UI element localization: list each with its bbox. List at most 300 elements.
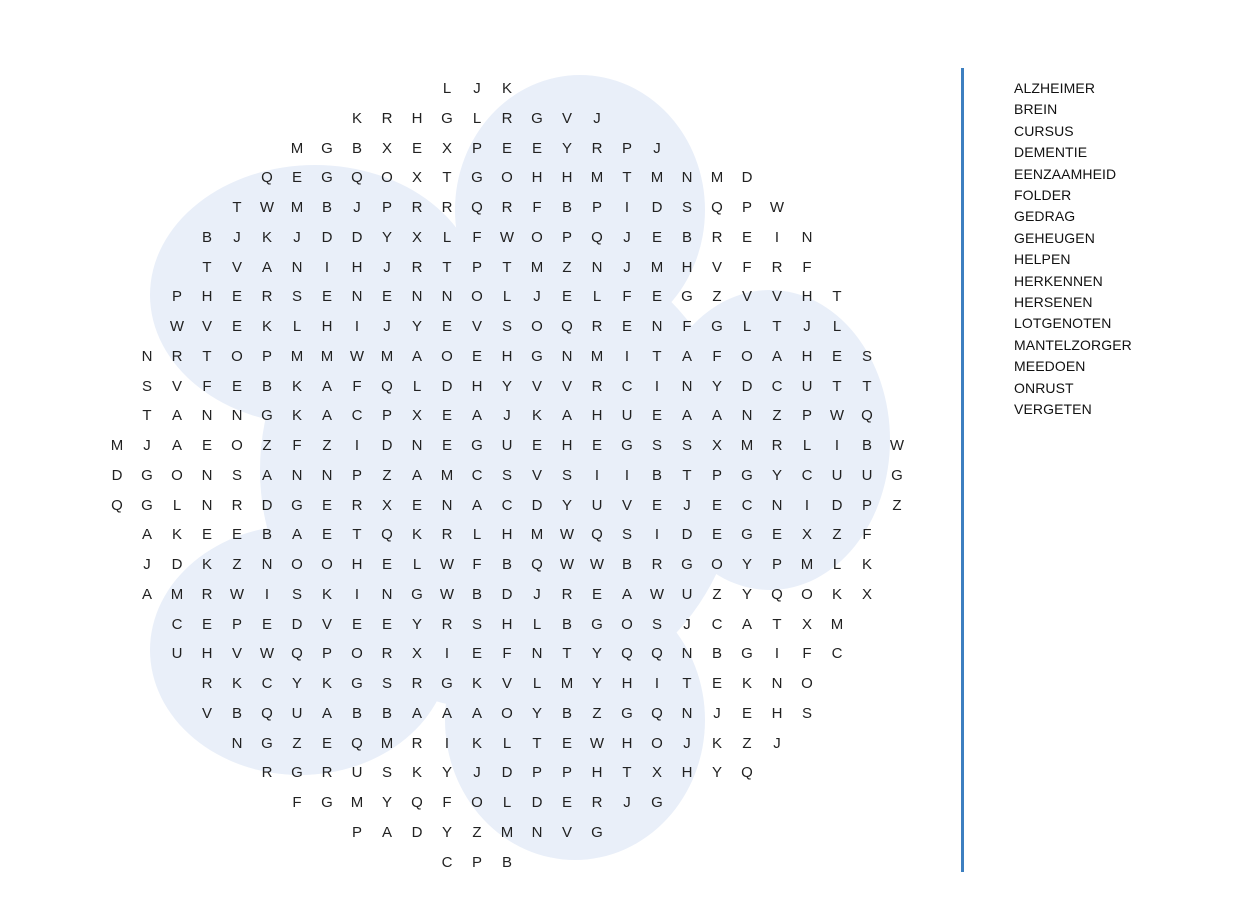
grid-letter: F [202,377,212,395]
grid-letter: I [444,645,450,663]
grid-letter: R [351,496,363,514]
grid-letter: Y [711,764,722,782]
grid-letter: S [291,585,302,603]
word-item: ONRUST [1014,379,1074,396]
grid-letter: V [531,377,542,395]
grid-letter: A [321,407,332,425]
grid-letter: P [531,764,542,782]
grid-letter: N [681,645,693,663]
grid-letter: J [683,496,691,514]
grid-letter: K [291,407,302,425]
grid-letter: V [741,288,752,306]
grid-letter: E [441,407,452,425]
grid-letter: S [501,318,512,335]
grid-letter: E [591,437,602,454]
grid-letter: E [561,794,572,811]
grid-letter: F [292,437,302,454]
word-item: DEMENTIE [1014,144,1088,161]
grid-letter: L [172,496,182,514]
grid-letter: J [713,704,721,722]
grid-letter: O [621,615,633,633]
grid-letter: X [381,139,392,157]
grid-letter: E [741,228,752,246]
word-item: GEHEUGEN [1014,229,1095,246]
grid-letter: O [171,466,183,484]
grid-letter: G [441,675,453,692]
grid-letter: E [471,645,482,663]
grid-letter: P [591,199,602,216]
grid-letter: G [891,466,903,484]
grid-letter: R [591,139,603,157]
grid-letter: Q [771,585,783,603]
grid-letter: R [411,258,423,276]
grid-letter: J [503,407,511,425]
grid-letter: Z [232,556,242,573]
grid-letter: R [441,615,453,633]
grid-letter: H [351,258,363,276]
grid-letter: P [381,407,392,425]
grid-letter: I [624,199,630,216]
grid-letter: N [321,466,333,484]
grid-letter: N [381,585,393,603]
grid-letter: V [711,258,722,276]
grid-letter: P [471,139,482,157]
grid-letter: E [351,615,362,633]
grid-letter: O [711,556,723,573]
grid-letter: E [321,734,332,752]
grid-letter: B [351,704,362,722]
grid-letter: R [381,645,393,663]
grid-letter: M [290,347,304,365]
grid-letter: H [501,347,513,365]
grid-letter: Z [292,734,302,752]
grid-letter: J [653,139,661,157]
grid-letter: R [771,437,783,454]
grid-letter: Q [381,526,393,544]
grid-letter: H [531,169,543,187]
grid-letter: C [771,377,783,395]
grid-letter: E [201,615,212,633]
grid-letter: N [681,169,693,187]
grid-letter: J [623,794,631,811]
grid-letter: J [293,228,301,246]
grid-letter: V [231,645,242,663]
grid-letter: N [141,347,153,365]
grid-letter: F [622,288,632,306]
grid-letter: A [411,466,422,484]
grid-letter: C [711,615,723,633]
grid-letter: W [559,556,575,573]
grid-letter: B [681,228,692,246]
grid-letter: E [531,437,542,454]
grid-letter: T [532,734,542,752]
grid-letter: B [231,704,242,722]
grid-letter: S [651,615,662,633]
grid-letter: B [561,704,572,722]
grid-letter: L [292,318,302,335]
grid-letter: Q [561,318,573,335]
grid-letter: T [772,318,782,335]
grid-letter: O [531,318,543,335]
grid-letter: W [889,437,905,454]
grid-letter: F [352,377,362,395]
grid-letter: B [261,377,272,395]
grid-letter: L [442,80,452,97]
grid-letter: D [261,496,273,514]
grid-letter: B [501,853,512,871]
grid-letter: P [711,466,722,484]
grid-letter: D [741,169,753,187]
grid-letter: V [561,823,572,841]
grid-letter: E [711,675,722,692]
grid-letter: V [201,318,212,335]
grid-letter: I [354,437,360,454]
grid-letter: H [621,675,633,692]
grid-letter: N [201,407,213,425]
grid-letter: N [771,675,783,692]
grid-letter: L [502,734,512,752]
grid-letter: K [471,734,482,752]
grid-letter: B [261,526,272,544]
grid-letter: G [621,704,633,722]
grid-letter: V [201,704,212,722]
grid-letter: B [621,556,632,573]
grid-letter: E [471,347,482,365]
grid-letter: L [592,288,602,306]
grid-letter: I [654,675,660,692]
grid-letter: X [411,169,422,187]
grid-letter: G [531,347,543,365]
grid-letter: L [472,109,482,127]
grid-letter: R [441,526,453,544]
grid-letter: Q [411,794,423,811]
grid-letter: X [381,496,392,514]
grid-letter: D [501,585,513,603]
grid-letter: H [501,526,513,544]
grid-letter: N [441,496,453,514]
grid-letter: G [141,496,153,514]
grid-letter: A [471,496,482,514]
grid-letter: H [351,556,363,573]
grid-letter: K [201,556,212,573]
grid-letter: C [741,496,753,514]
grid-letter: G [441,109,453,127]
grid-letter: T [202,347,212,365]
grid-letter: G [291,496,303,514]
grid-letter: A [171,407,182,425]
grid-letter: B [861,437,872,454]
grid-letter: P [621,139,632,157]
grid-letter: S [681,199,692,216]
grid-letter: E [231,318,242,335]
grid-letter: L [502,794,512,811]
grid-letter: E [531,139,542,157]
grid-letter: E [831,347,842,365]
grid-letter: R [411,734,423,752]
grid-letter: G [651,794,663,811]
grid-letter: E [651,407,662,425]
grid-letter: G [591,615,603,633]
grid-letter: C [351,407,363,425]
grid-letter: J [803,318,811,335]
grid-letter: A [291,526,302,544]
grid-letter: D [531,794,543,811]
grid-letter: I [804,496,810,514]
grid-letter: G [531,109,543,127]
grid-letter: L [532,675,542,692]
grid-letter: K [741,675,752,692]
grid-letter: N [231,407,243,425]
grid-letter: R [771,258,783,276]
grid-letter: T [202,258,212,276]
grid-letter: R [561,585,573,603]
grid-letter: S [231,466,242,484]
grid-letter: Y [501,377,512,395]
grid-letter: F [442,794,452,811]
grid-letter: H [321,318,333,335]
word-item: HERSENEN [1014,294,1093,311]
grid-letter: G [321,169,333,187]
grid-letter: C [171,615,183,633]
grid-letter: E [561,734,572,752]
grid-letter: G [741,466,753,484]
grid-letter: V [561,377,572,395]
grid-letter: Q [741,764,753,782]
word-item: BREIN [1014,101,1058,118]
grid-letter: K [291,377,302,395]
grid-letter: R [591,318,603,335]
grid-letter: B [201,228,212,246]
grid-letter: X [801,526,812,544]
grid-letter: A [741,615,752,633]
grid-letter: O [381,169,393,187]
grid-letter: R [411,199,423,216]
grid-letter: M [530,526,544,544]
grid-letter: E [441,318,452,335]
grid-letter: A [471,407,482,425]
word-list [1014,78,1132,421]
grid-letter: K [831,585,842,603]
grid-letter: H [201,645,213,663]
grid-letter: G [681,288,693,306]
grid-letter: N [351,288,363,306]
grid-letter: V [501,675,512,692]
grid-letter: Q [351,734,363,752]
grid-letter: E [591,585,602,603]
grid-letter: G [591,823,603,841]
grid-letter: B [471,585,482,603]
grid-letter: H [621,734,633,752]
grid-letter: W [499,228,515,246]
grid-letter: K [321,675,332,692]
grid-letter: U [591,496,603,514]
grid-letter: M [350,794,364,811]
grid-letter: L [742,318,752,335]
grid-letter: A [621,585,632,603]
grid-letter: D [831,496,843,514]
grid-letter: N [531,645,543,663]
grid-letter: N [261,556,273,573]
grid-letter: J [623,258,631,276]
grid-letter: J [353,199,361,216]
grid-letter: S [471,615,482,633]
grid-letter: Z [562,258,572,276]
grid-letter: Y [411,318,422,335]
word-item: MANTELZORGER [1014,336,1132,353]
grid-letter: D [411,823,423,841]
grid-letter: U [501,437,513,454]
grid-letter: G [291,764,303,782]
grid-letter: R [381,109,393,127]
grid-letter: U [291,704,303,722]
grid-letter: G [321,794,333,811]
grid-letter: E [321,496,332,514]
grid-letter: E [501,139,512,157]
grid-letter: M [710,169,724,187]
grid-letter: J [473,764,481,782]
grid-letter: E [201,437,212,454]
grid-letter: J [233,228,241,246]
grid-letter: M [560,675,574,692]
grid-letter: D [171,556,183,573]
grid-letter: Q [381,377,393,395]
grid-letter: Q [711,199,723,216]
grid-letter: S [621,526,632,544]
grid-letter: M [380,734,394,752]
grid-letter: J [143,556,151,573]
grid-letter: Q [351,169,363,187]
grid-letter: W [259,199,275,216]
grid-letter: A [681,347,692,365]
grid-letter: N [681,377,693,395]
grid-letter: X [651,764,662,782]
grid-letter: U [171,645,183,663]
grid-letter: E [321,526,332,544]
grid-letter: J [473,80,481,97]
grid-letter: H [801,347,813,365]
grid-letter: I [774,228,780,246]
grid-letter: T [502,258,512,276]
grid-letter: C [831,645,843,663]
grid-letter: L [832,556,842,573]
grid-letter: X [801,615,812,633]
grid-letter: H [591,764,603,782]
grid-letter: J [533,288,541,306]
grid-letter: T [562,645,572,663]
grid-letter: W [349,347,365,365]
grid-letter: S [681,437,692,454]
grid-letter: P [561,764,572,782]
grid-letter: Y [741,556,752,573]
grid-letter: U [861,466,873,484]
grid-letter: M [290,199,304,216]
grid-letter: R [651,556,663,573]
grid-letter: R [711,228,723,246]
grid-letter: Y [411,615,422,633]
grid-letter: V [531,466,542,484]
word-item: CURSUS [1014,122,1074,139]
grid-letter: L [532,615,542,633]
grid-letter: Z [262,437,272,454]
grid-letter: E [621,318,632,335]
grid-letter: R [441,199,453,216]
grid-letter: A [771,347,782,365]
grid-letter: W [559,526,575,544]
grid-letter: D [441,377,453,395]
grid-letter: H [681,258,693,276]
grid-letter: C [471,466,483,484]
grid-letter: J [533,585,541,603]
grid-letter: T [622,169,632,187]
grid-letter: X [711,437,722,454]
grid-letter: Y [741,585,752,603]
grid-letter: W [769,199,785,216]
grid-letter: S [291,288,302,306]
grid-letter: P [801,407,812,425]
grid-letter: T [682,675,692,692]
grid-letter: A [381,823,392,841]
grid-letter: O [471,288,483,306]
grid-letter: G [411,585,423,603]
grid-letter: L [412,377,422,395]
grid-letter: E [651,288,662,306]
grid-letter: L [832,318,842,335]
grid-letter: Y [711,377,722,395]
grid-letter: O [501,169,513,187]
grid-letter: R [501,109,513,127]
grid-letter: P [741,199,752,216]
grid-letter: A [141,526,152,544]
grid-letter: O [441,347,453,365]
grid-letter: C [441,853,453,871]
grid-letter: I [444,734,450,752]
grid-letter: E [261,615,272,633]
grid-letter: N [741,407,753,425]
grid-letter: W [589,556,605,573]
grid-letter: J [383,318,391,335]
grid-letter: R [261,764,273,782]
word-item: MEEDOEN [1014,358,1086,375]
grid-letter: B [711,645,722,663]
grid-letter: N [651,318,663,335]
grid-letter: V [771,288,782,306]
divider [961,68,964,872]
grid-letter: F [292,794,302,811]
grid-letter: K [351,109,362,127]
grid-letter: A [141,585,152,603]
grid-letter: W [169,318,185,335]
grid-letter: B [561,615,572,633]
word-item: FOLDER [1014,187,1072,204]
grid-letter: E [201,526,212,544]
grid-letter: B [351,139,362,157]
grid-letter: F [502,645,512,663]
grid-letter: W [229,585,245,603]
grid-letter: H [681,764,693,782]
grid-letter: O [651,734,663,752]
grid-letter: B [381,704,392,722]
grid-letter: C [801,466,813,484]
grid-letter: P [321,645,332,663]
grid-letter: T [352,526,362,544]
grid-letter: E [741,704,752,722]
grid-letter: R [591,794,603,811]
grid-letter: V [471,318,482,335]
grid-letter: H [411,109,423,127]
grid-letter: A [321,704,332,722]
grid-letter: M [830,615,844,633]
grid-letter: F [802,645,812,663]
